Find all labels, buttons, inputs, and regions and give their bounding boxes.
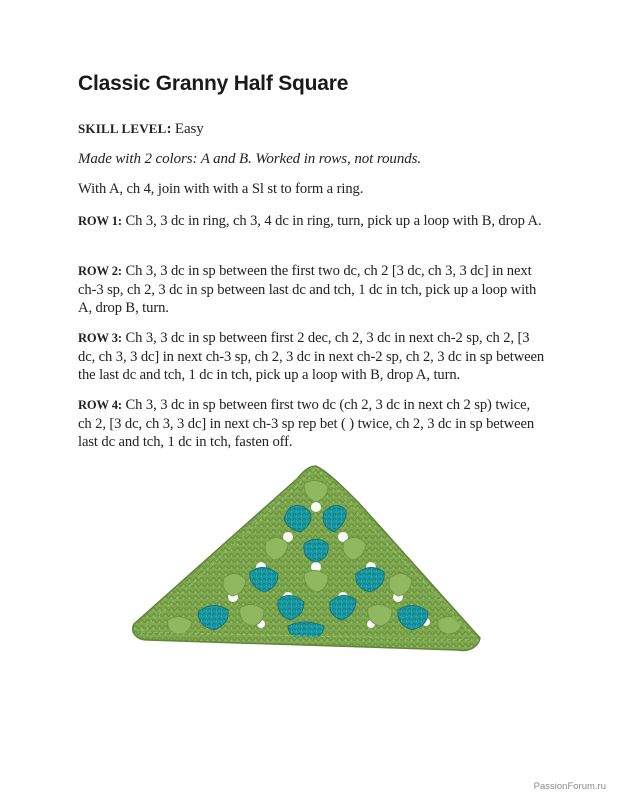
row-3-text: Ch 3, 3 dc in sp between first 2 dec, ch 2, 3 dc in next ch-2 sp, ch 2, [3 dc, ch 3, 3 dc] in next ch-3 sp, ch 2, 3 dc in next ch-2 sp, ch 2, 3 dc in sp between the last dc and tch, 1 dc in tch, pick up a loop with B, drop A, turn. (78, 330, 545, 383)
row-4-label: ROW 4: (78, 398, 122, 412)
row-3 (78, 329, 546, 385)
row-3-label: ROW 3: (78, 331, 122, 345)
row-2 (78, 262, 546, 318)
row-2-text: Ch 3, 3 dc in sp between the first two dc, ch 2 [3 dc, ch 3, 3 dc] in next ch-3 sp, ch 2, 3 dc in sp between last dc and tch, 1 dc in tch, pick up a loop with A, drop B, turn. (78, 263, 537, 316)
row-4-text: Ch 3, 3 dc in sp between first two dc (ch 2, 3 dc in next ch 2 sp) twice, ch 2, [3 dc, ch 3, 3 dc] in next ch-3 sp rep bet ( ) twice, ch 2, 3 dc in sp between last dc and tch, 1 dc in tch, fasten off. (78, 397, 535, 450)
granny-half-square-photo (128, 462, 488, 658)
skill-level: SKILL LEVEL: Easy (78, 121, 204, 137)
skill-level-label: SKILL LEVEL (78, 121, 167, 136)
row-1 (78, 212, 546, 231)
page-title: Classic Granny Half Square (78, 72, 349, 95)
row-1-text: Ch 3, 3 dc in ring, ch 3, 4 dc in ring, turn, pick up a loop with B, drop A. (125, 213, 542, 229)
row-4 (78, 396, 546, 452)
start-instruction: With A, ch 4, join with with a Sl st to form a ring. (78, 181, 364, 197)
intro-text: Made with 2 colors: A and B. Worked in rows, not rounds. (78, 151, 422, 167)
footer-watermark: PassionForum.ru (533, 781, 606, 792)
row-2-label: ROW 2: (78, 264, 122, 278)
skill-level-value: Easy (174, 121, 204, 137)
row-1-label: ROW 1: (78, 214, 122, 228)
